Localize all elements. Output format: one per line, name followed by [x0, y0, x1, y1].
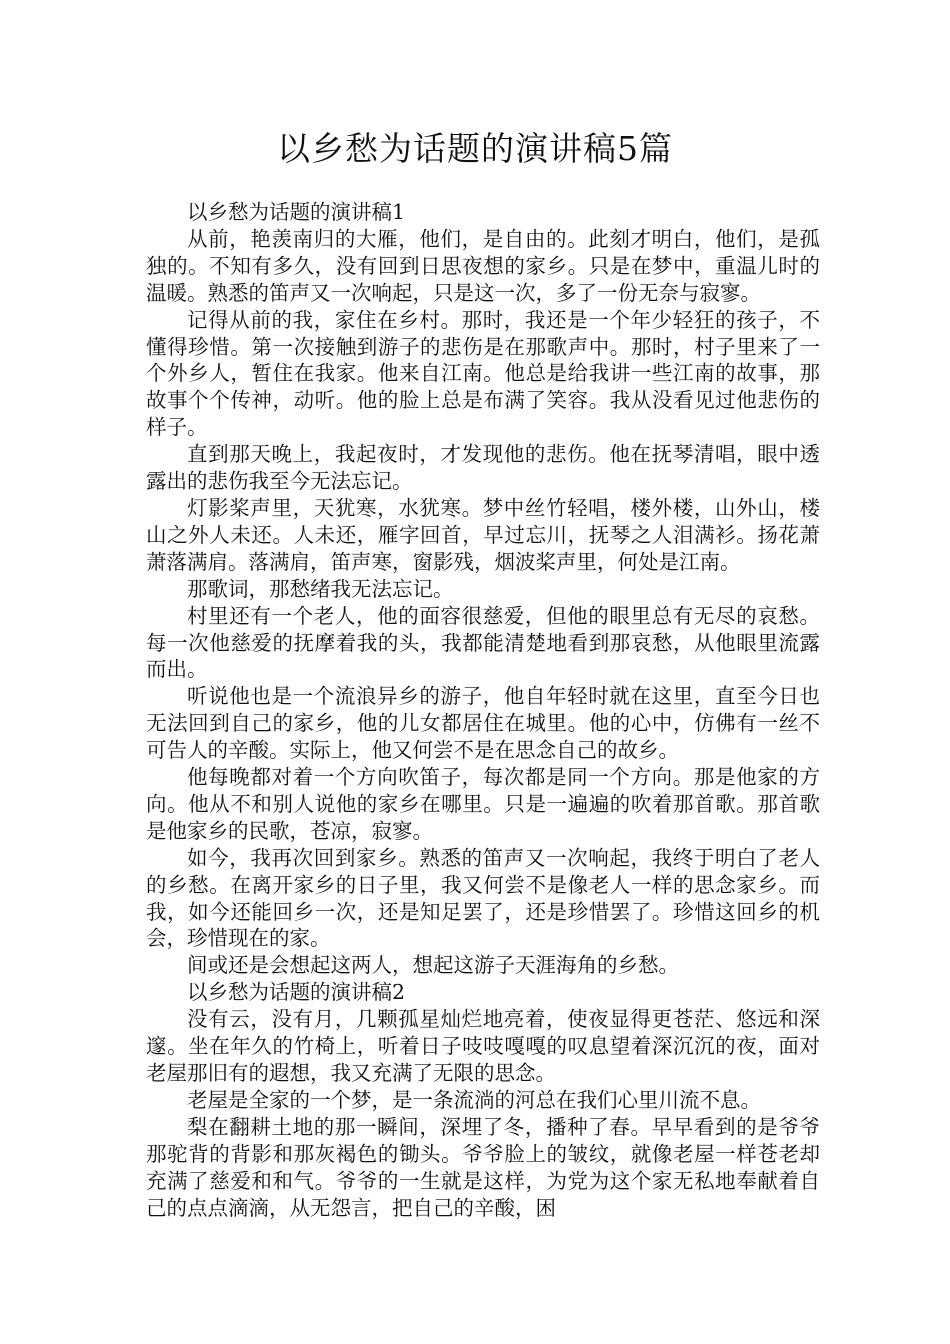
paragraph: 没有云，没有月，几颗孤星灿烂地亮着，使夜显得更苍茫、悠远和深邃。坐在年久的竹椅上，听着日子吱吱嘎嘎的叹息望着深沉沉的夜，面对老屋那旧有的遐想，我又充满了无限的思念。 — [146, 1007, 820, 1085]
paragraph: 如今，我再次回到家乡。熟悉的笛声又一次响起，我终于明白了老人的乡愁。在离开家乡的日子里，我又何尝不是像老人一样的思念家乡。而我，如今还能回乡一次，还是知足罢了，还是珍惜罢了。珍惜这回乡的机会，珍惜现在的家。 — [146, 845, 820, 951]
paragraph: 那歌词，那愁绪我无法忘记。 — [187, 576, 454, 601]
paragraph: 梨在翻耕土地的那一瞬间，深埋了冬，播种了春。早早看到的是爷爷那驼背的背影和那灰褐色的锄头。爷爷脸上的皱纹，就像老屋一样苍老却充满了慈爱和和气。爷爷的一生就是这样，为党为这个家无私地奉献着自己的点点滴滴，从无怨言，把自己的辛酸，困 — [146, 1114, 820, 1220]
section-heading: 以乡愁为话题的演讲稿2 — [187, 980, 406, 1005]
paragraph: 灯影桨声里，天犹寒，水犹寒。梦中丝竹轻唱，楼外楼，山外山，楼山之外人未还。人未还，雁字回首，早过忘川，抚琴之人泪满衫。扬花萧萧落满肩。落满肩，笛声寒，窗影残，烟波桨声里，何处是江南。 — [146, 495, 820, 574]
paragraph: 从前，艳羡南归的大雁，他们，是自由的。此刻才明白，他们，是孤独的。不知有多久，没有回到日思夜想的家乡。只是在梦中，重温儿时的温暖。熟悉的笛声又一次响起，只是这一次，多了一份无奈与寂寥。 — [146, 226, 820, 305]
section-heading: 以乡愁为话题的演讲稿1 — [187, 200, 406, 224]
paragraph: 他每晚都对着一个方向吹笛子，每次都是同一个方向。那是他家的方向。他从不和别人说他的家乡在哪里。只是一遍遍的吹着那首歌。那首歌是他家乡的民歌，苍凉，寂寥。 — [146, 765, 820, 843]
document-title: 以乡愁为话题的演讲稿5篇 — [277, 129, 673, 168]
paragraph: 村里还有一个老人，他的面容很慈爱，但他的眼里总有无尽的哀愁。每一次他慈爱的抚摩着我的头，我都能清楚地看到那哀愁，从他眼里流露而出。 — [146, 603, 820, 682]
paragraph: 老屋是全家的一个梦，是一条流淌的河总在我们心里川流不息。 — [187, 1087, 761, 1112]
paragraph: 记得从前的我，家住在乡村。那时，我还是一个年少轻狂的孩子，不懂得珍惜。第一次接触到游子的悲伤是在那歌声中。那时，村子里来了一个外乡人，暂住在我家。他来自江南。他总是给我讲一些江南的故事，那故事个个传神，动听。他的脸上总是布满了笑容。我从没看见过他悲伤的样子。 — [146, 307, 820, 440]
paragraph: 间或还是会想起这两人，想起这游子天涯海角的乡愁。 — [187, 953, 679, 978]
paragraph: 直到那天晚上，我起夜时，才发现他的悲伤。他在抚琴清唱，眼中透露出的悲伤我至今无法忘记。 — [146, 442, 820, 494]
document-body — [146, 199, 820, 1221]
paragraph: 听说他也是一个流浪异乡的游子，他自年轻时就在这里，直至今日也无法回到自己的家乡，他的儿女都居住在城里。他的心中，仿佛有一丝不可告人的辛酸。实际上，他又何尝不是在思念自己的故乡。 — [146, 684, 820, 763]
